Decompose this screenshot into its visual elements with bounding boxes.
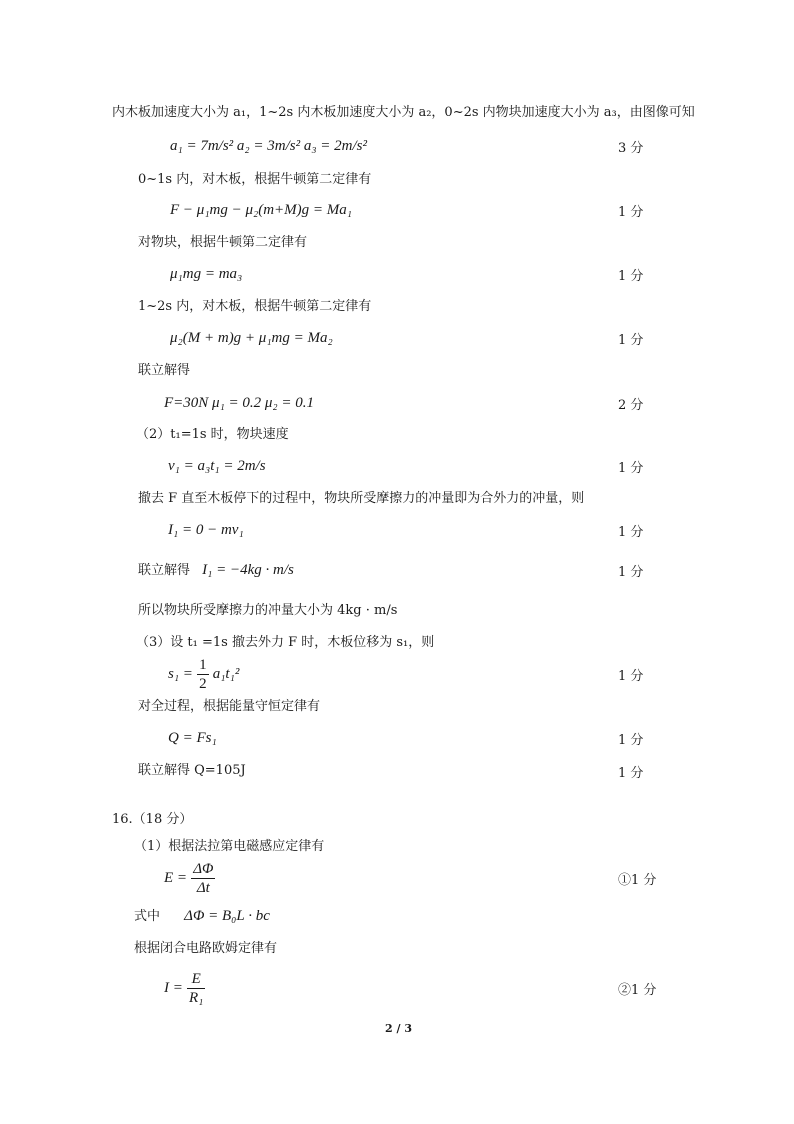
fraction-numerator: ΔΦ <box>193 861 214 877</box>
page-number: 2 / 3 <box>385 1022 412 1035</box>
question-16-heading: 16.（18 分） <box>112 812 193 827</box>
equation-I1-result: I₁ = −4kg · m/s <box>202 562 294 578</box>
acceleration-values: a₁ = 7m/s² a₂ = 3m/s² a₃ = 2m/s² <box>170 138 368 154</box>
q16-part1-heading: （1）根据法拉第电磁感应定律有 <box>134 839 325 854</box>
equation-s1-right: a₁t₁² <box>212 666 240 682</box>
equation-s1-left: s₁ = <box>168 666 193 682</box>
solve-text-1: 联立解得 <box>138 363 191 378</box>
where-line <box>134 906 270 927</box>
solve-I1-prefix: 联立解得 <box>138 563 191 578</box>
equation-board-newton-1: F − μ₁mg − μ₂(m+M)g = Ma₁ <box>170 202 352 218</box>
fraction-denominator: 2 <box>199 676 207 692</box>
score-eq2: 1 分 <box>618 269 644 284</box>
intro-text: 内木板加速度大小为 a₁，1~2s 内木板加速度大小为 a₂，0~2s 内物块加速度大小为 a₃，由图像可知 <box>112 105 695 120</box>
equation-board-newton-2: μ₂(M + m)g + μ₁mg = Ma₂ <box>170 330 333 346</box>
solve-I1-line <box>138 560 294 581</box>
score-s1: 1 分 <box>618 669 644 684</box>
equation-I1: I₁ = 0 − mv₁ <box>168 522 244 538</box>
period-1-2s-text: 1~2s 内，对木板，根据牛顿第二定律有 <box>138 299 372 314</box>
block-newton-text: 对物块，根据牛顿第二定律有 <box>138 235 308 250</box>
solve-Q-text: 联立解得 Q=105J <box>138 763 246 778</box>
equation-E <box>164 860 215 897</box>
score-eq1: 1 分 <box>618 205 644 220</box>
equation-delta-phi: ΔΦ = B₀L · bc <box>184 908 270 924</box>
score-I: ②1 分 <box>618 983 657 998</box>
equation-s1 <box>168 656 239 693</box>
score-Q-result: 1 分 <box>618 766 644 781</box>
result-F-mu: F=30N μ₁ = 0.2 μ₂ = 0.1 <box>164 395 315 411</box>
score-E: ①1 分 <box>618 873 657 888</box>
ohm-law-text: 根据闭合电路欧姆定律有 <box>134 941 278 956</box>
period-0-1s-text: 0~1s 内，对木板，根据牛顿第二定律有 <box>138 172 372 187</box>
score-v1: 1 分 <box>618 461 644 476</box>
score-eq3: 1 分 <box>618 333 644 348</box>
equation-I-left: I = <box>164 980 183 996</box>
fraction-one-half <box>197 656 209 693</box>
remove-F-text: 撤去 F 直至木板停下的过程中，物块所受摩擦力的冲量即为合外力的冲量，则 <box>138 491 585 506</box>
fraction-numerator: 1 <box>199 657 207 673</box>
part2-heading: （2）t₁=1s 时，物块速度 <box>136 427 289 442</box>
impulse-conclusion: 所以物块所受摩擦力的冲量大小为 4kg · m/s <box>138 603 398 618</box>
score-I1: 1 分 <box>618 525 644 540</box>
equation-E-left: E = <box>164 870 188 886</box>
score-acc: 3 分 <box>618 141 644 156</box>
fraction-E-R1 <box>187 970 205 1007</box>
where-label: 式中 <box>134 909 161 924</box>
equation-v1: v₁ = a₃t₁ = 2m/s <box>168 458 266 474</box>
fraction-numerator: E <box>187 970 205 989</box>
fraction-denominator: Δt <box>196 880 210 896</box>
part3-heading: （3）设 t₁ =1s 撤去外力 F 时，木板位移为 s₁，则 <box>136 635 435 650</box>
equation-Q: Q = Fs₁ <box>168 730 217 746</box>
fraction-dphi-dt <box>191 860 215 897</box>
equation-block-newton: μ₁mg = ma₃ <box>170 266 243 282</box>
equation-I <box>164 970 205 1007</box>
score-I1-result: 1 分 <box>618 565 644 580</box>
fraction-denominator: R₁ <box>189 990 204 1006</box>
score-Q: 1 分 <box>618 733 644 748</box>
score-result1: 2 分 <box>618 398 644 413</box>
energy-text: 对全过程，根据能量守恒定律有 <box>138 699 321 714</box>
